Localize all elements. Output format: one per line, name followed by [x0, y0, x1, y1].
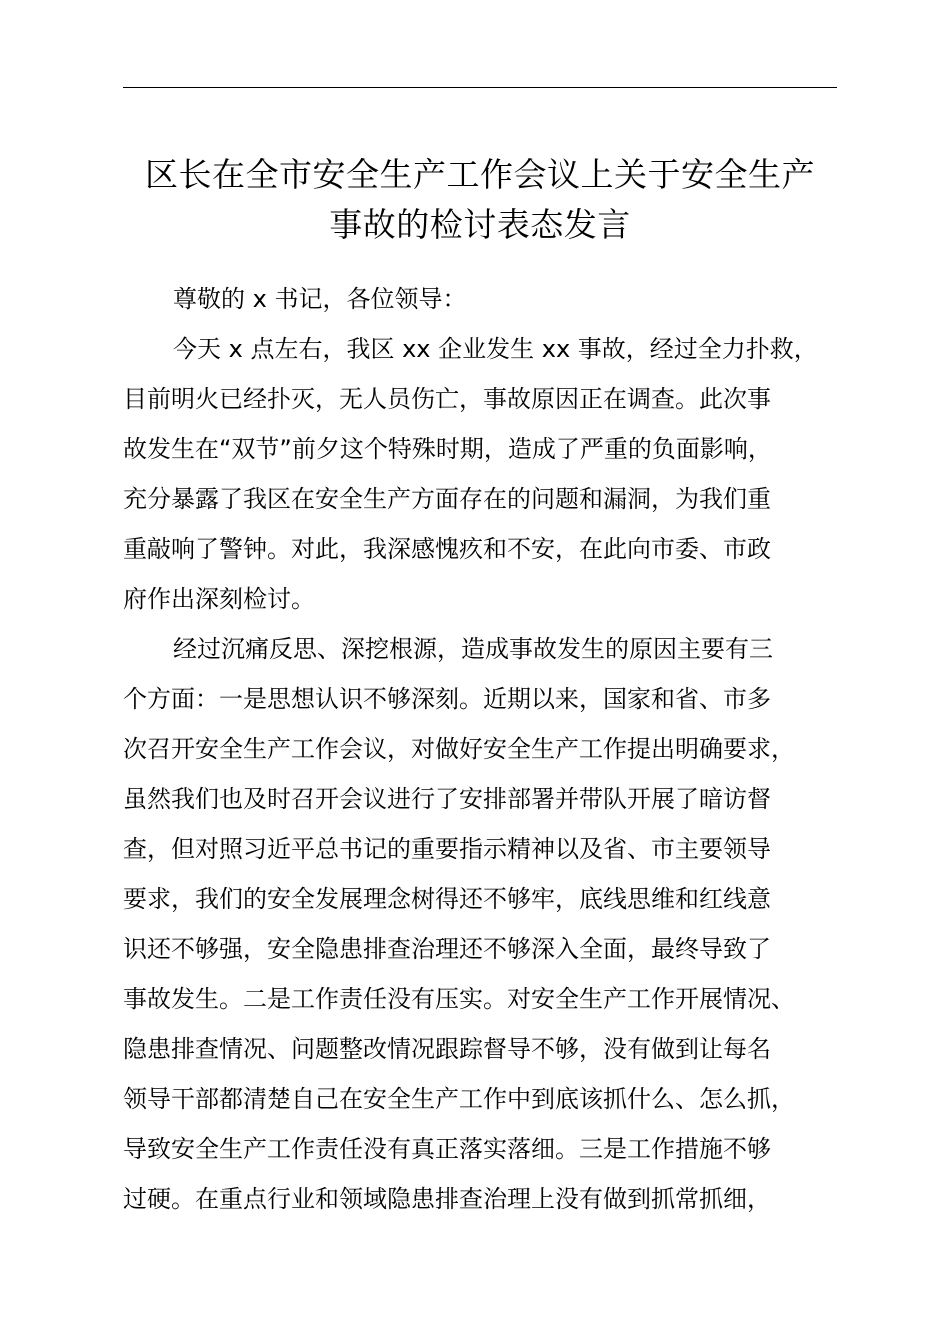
title-line: 事故的检讨表态发言 [329, 205, 631, 244]
paragraph-line: 隐患排查情况、问题整改情况跟踪督导不够，没有做到让每名 [123, 1035, 771, 1063]
paragraph-line: 故发生在“双节”前夕这个特殊时期，造成了严重的负面影响， [123, 435, 772, 463]
paragraph-line: 过硬。在重点行业和领域隐患排查治理上没有做到抓常抓细， [123, 1185, 771, 1213]
paragraph-line: 次召开安全生产工作会议，对做好安全生产工作提出明确要求， [123, 735, 795, 763]
paragraph-line: 充分暴露了我区在安全生产方面存在的问题和漏洞，为我们重 [123, 485, 771, 513]
header-rule [123, 87, 837, 88]
paragraph-line: 要求，我们的安全发展理念树得还不够牢，底线思维和红线意 [123, 885, 771, 913]
paragraph-line: 虽然我们也及时召开会议进行了安排部署并带队开展了暗访督 [123, 785, 771, 813]
paragraph-line: 导致安全生产工作责任没有真正落实落细。三是工作措施不够 [123, 1135, 771, 1163]
paragraph-line: 领导干部都清楚自己在安全生产工作中到底该抓什么、怎么抓， [123, 1085, 795, 1113]
salutation: 尊敬的 x 书记，各位领导： [173, 285, 467, 313]
paragraph-line: 个方面：一是思想认识不够深刻。近期以来，国家和省、市多 [123, 685, 771, 713]
paragraph-line: 重敲响了警钟。对此，我深感愧疚和不安，在此向市委、市政 [123, 535, 771, 563]
paragraph-line: 目前明火已经扑灭，无人员伤亡，事故原因正在调查。此次事 [123, 385, 771, 413]
paragraph-line: 经过沉痛反思、深挖根源，造成事故发生的原因主要有三 [173, 635, 773, 663]
paragraph-line: 事故发生。二是工作责任没有压实。对安全生产工作开展情况、 [123, 985, 795, 1013]
paragraph-line: 今天 x 点左右，我区 xx 企业发生 xx 事故，经过全力扑救， [173, 335, 818, 363]
page-title [100, 150, 860, 250]
paragraph-line: 府作出深刻检讨。 [123, 585, 315, 613]
paragraph-line: 识还不够强，安全隐患排查治理还不够深入全面，最终导致了 [123, 935, 771, 963]
paragraph-line: 查，但对照习近平总书记的重要指示精神以及省、市主要领导 [123, 835, 771, 863]
title-line: 区长在全市安全生产工作会议上关于安全生产 [145, 155, 815, 194]
